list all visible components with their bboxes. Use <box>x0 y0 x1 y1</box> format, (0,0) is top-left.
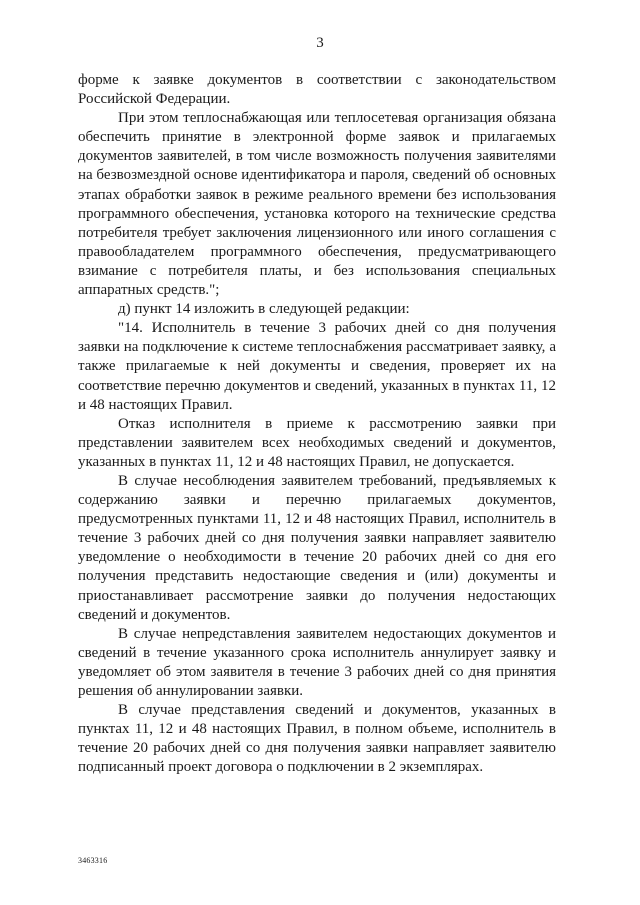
paragraph-noncompliance: В случае несоблюдения заявителем требований, предъявляемых к содержанию заявки и перечню прилагаемых документов, предусмотренных пунктами 11, 12 и 48 настоящих Правил, исполнитель в течение 3 рабочих дней со дня получения заявки направляет заявителю уведомление о необходимости в течение 20 рабочих дней со дня его получения представить недостающие сведения и (или) документы и приостанавливает рассмотрение заявки до получения недостающих сведений и документов. <box>78 472 556 623</box>
page-number: 3 <box>316 35 324 51</box>
paragraph-item-14: "14. Исполнитель в течение 3 рабочих дней со дня получения заявки на подключение к системе теплоснабжения рассматривает заявку, а также прилагаемые к ней документы и сведения, проверяет их на соответствие перечню документов и сведений, указанных в пунктах 11, 12 и 48 настоящих Правил. <box>78 320 556 413</box>
footer-document-code: 3463316 <box>78 856 108 865</box>
document-body <box>78 71 556 777</box>
paragraph-refusal: Отказ исполнителя в приеме к рассмотрению заявки при представлении заявителем всех необходимых сведений и документов, указанных в пунктах 11, 12 и 48 настоящих Правил, не допускается. <box>78 415 556 470</box>
paragraph-electronic-form: При этом теплоснабжающая или теплосетевая организация обязана обеспечить принятие в электронной форме заявок и прилагаемых документов заявителей, в том числе возможность получения заявителями на безвозмездной основе идентификатора и пароля, сведений об основных этапах обработки заявок в режиме реального времени без использования программного обеспечения, установка которого на технические средства потребителя требует заключения лицензионного или иного соглашения с правообладателем программного обеспечения, предусматривающего взимание с потребителя платы, и без использования специальных аппаратных средств."; <box>78 110 556 299</box>
paragraph-contract-draft: В случае представления сведений и документов, указанных в пунктах 11, 12 и 48 настоящих Правил, в полном объеме, исполнитель в течение 20 рабочих дней со дня получения заявки направляет заявителю подписанный проект договора о подключении в 2 экземплярах. <box>78 702 556 776</box>
paragraph-annulment: В случае непредставления заявителем недостающих документов и сведений в течение указанного срока исполнитель аннулирует заявку и уведомляет об этом заявителя в течение 3 рабочих дней со дня принятия решения об аннулировании заявки. <box>78 625 556 699</box>
paragraph-clause-d: д) пункт 14 изложить в следующей редакции: <box>118 301 410 318</box>
paragraph-continuation: форме к заявке документов в соответствии с законодательством Российской Федерации. <box>78 72 556 108</box>
